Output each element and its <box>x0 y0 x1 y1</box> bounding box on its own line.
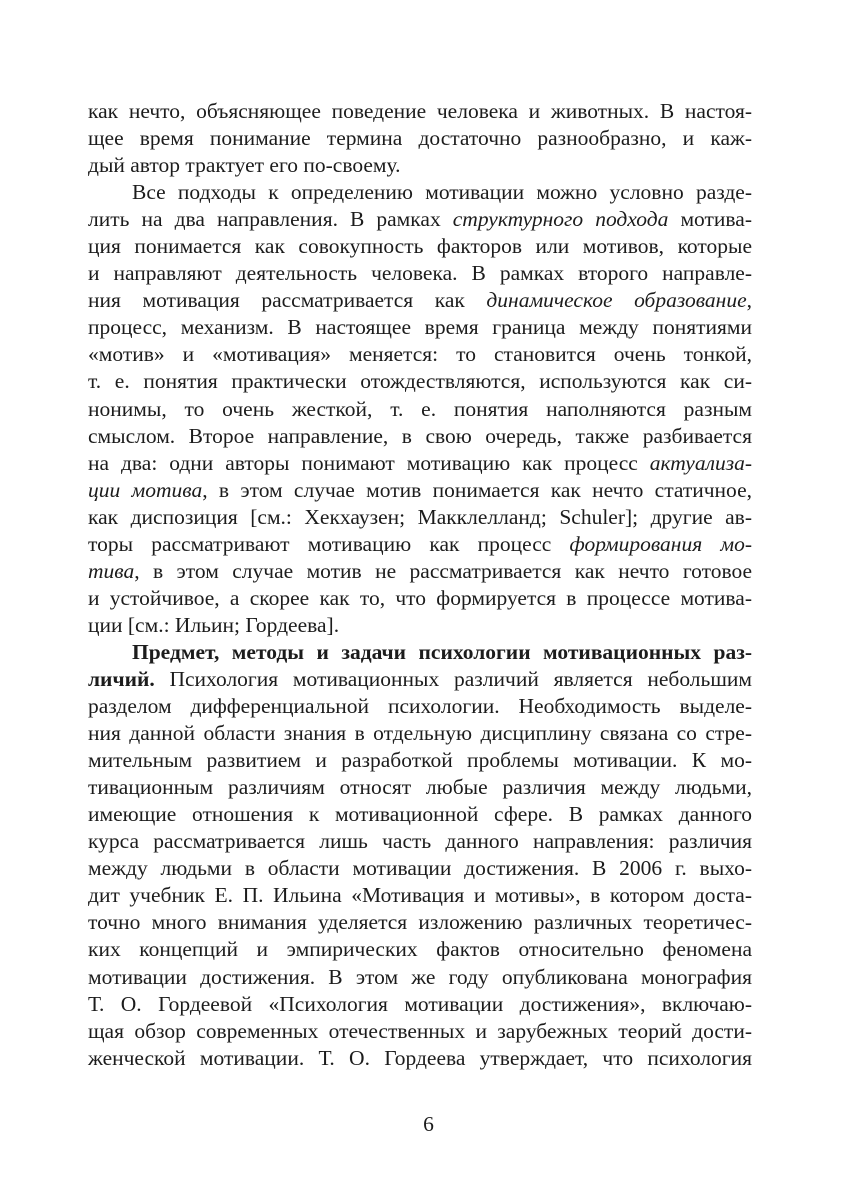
text-line <box>88 314 752 341</box>
text-run: ции [см.: Ильин; Гордеева]. <box>88 612 340 637</box>
text-line <box>88 1045 752 1072</box>
text-run: точно много внимания уделяется изложению различных теоретичес- <box>88 910 752 935</box>
text-line <box>88 531 752 558</box>
text-run: Все подходы к определению мотивации можно условно разде- <box>132 180 752 205</box>
text-line <box>88 882 752 909</box>
text-run: щая обзор современных отечественных и зарубежных теорий дости- <box>88 1018 752 1043</box>
text-line <box>88 801 752 828</box>
text-line <box>88 639 752 666</box>
text-line <box>88 125 752 152</box>
text-line <box>88 855 752 882</box>
bold-heading: Предмет, методы и задачи психологии мотивационных раз- <box>132 639 752 664</box>
text-run: нонимы, то очень жесткой, т. е. понятия наполняются разным <box>88 396 752 421</box>
text-line <box>88 666 752 693</box>
text-line <box>88 747 752 774</box>
text-line <box>88 477 752 504</box>
italic-term: структурного подхода <box>452 207 669 232</box>
text-run: т. е. понятия практически отождествляются, используются как си- <box>88 369 752 394</box>
text-run: и устойчивое, а скорее как то, что формируется в процессе мотива- <box>88 585 752 610</box>
text-run: дит учебник Е. П. Ильина «Мотивация и мотивы», в котором доста- <box>88 883 752 908</box>
text-line <box>88 179 752 206</box>
text-line <box>88 612 752 639</box>
text-line <box>88 991 752 1018</box>
text-run: ция понимается как совокупность факторов или мотивов, которые <box>88 234 752 259</box>
text-run: ния данной области знания в отдельную дисциплину связана со стре- <box>88 721 752 746</box>
text-run: мотива- <box>668 207 752 232</box>
text-run: лить на два направления. В рамках <box>88 207 453 232</box>
text-line <box>88 558 752 585</box>
text-run: курса рассматривается лишь часть данного направления: различия <box>88 829 752 854</box>
text-run: процесс, механизм. В настоящее время граница между понятиями <box>88 315 752 340</box>
text-run: , в этом случае мотив не рассматривается как нечто готовое <box>134 558 752 583</box>
text-run: ния мотивация рассматривается как <box>88 288 487 313</box>
text-run: , в этом случае мотив понимается как нечто статичное, <box>202 477 752 502</box>
text-run: мительным развитием и разработкой проблемы мотивации. К мо- <box>88 748 752 773</box>
text-run: между людьми в области мотивации достижения. В 2006 г. выхо- <box>88 856 752 881</box>
bold-heading: личий. <box>88 666 155 691</box>
text-run: как диспозиция [см.: Хекхаузен; Макклелланд; Schuler]; другие ав- <box>88 504 752 529</box>
italic-term: динамическое образование <box>486 288 747 313</box>
text-run: щее время понимание термина достаточно разнообразно, и каж- <box>88 126 752 151</box>
text-line <box>88 396 752 423</box>
text-run: имеющие отношения к мотивационной сфере. В рамках данного <box>88 802 752 827</box>
text-line <box>88 585 752 612</box>
text-line <box>88 287 752 314</box>
text-line <box>88 964 752 991</box>
text-run: на два: одни авторы понимают мотивацию как процесс <box>88 450 650 475</box>
text-line <box>88 260 752 287</box>
text-line <box>88 909 752 936</box>
text-line <box>88 206 752 233</box>
text-line <box>88 504 752 531</box>
text-run: как нечто, объясняющее поведение человека и животных. В настоя- <box>88 99 752 123</box>
text-line <box>88 368 752 395</box>
text-line <box>88 233 752 260</box>
text-run: ких концепций и эмпирических фактов относительно феномена <box>88 937 752 962</box>
body-text <box>88 98 752 1072</box>
italic-term: тива <box>88 558 135 583</box>
text-run: и направляют деятельность человека. В рамках второго направле- <box>88 261 752 286</box>
text-line <box>88 828 752 855</box>
italic-term: актуализа- <box>649 450 752 475</box>
text-run: женческой мотивации. Т. О. Гордеева утверждает, что психология <box>88 1045 752 1070</box>
text-line <box>88 720 752 747</box>
text-run: Т. О. Гордеевой «Психология мотивации достижения», включаю- <box>88 991 752 1016</box>
text-line <box>88 152 752 179</box>
text-run: «мотив» и «мотивация» меняется: то становится очень тонкой, <box>88 342 752 367</box>
text-line <box>88 936 752 963</box>
italic-term: формирования мо- <box>569 531 752 556</box>
text-line <box>88 341 752 368</box>
text-line <box>88 423 752 450</box>
text-run: разделом дифференциальной психологии. Необходимость выделе- <box>88 694 752 719</box>
text-run: дый автор трактует его по-своему. <box>88 153 401 178</box>
text-line <box>88 693 752 720</box>
text-run: , <box>746 288 752 313</box>
text-line <box>88 1018 752 1045</box>
text-run: мотивации достижения. В этом же году опубликована монография <box>88 964 752 989</box>
text-line <box>88 450 752 477</box>
page-number: 6 <box>423 1112 434 1136</box>
text-line <box>88 774 752 801</box>
text-run: тивационным различиям относят любые различия между людьми, <box>88 775 752 800</box>
text-line <box>88 98 752 125</box>
text-run: Психология мотивационных различий является небольшим <box>154 666 752 691</box>
italic-term: ции мотива <box>88 477 203 502</box>
text-run: смыслом. Второе направление, в свою очередь, также разбивается <box>88 423 752 448</box>
text-run: торы рассматривают мотивацию как процесс <box>88 531 570 556</box>
